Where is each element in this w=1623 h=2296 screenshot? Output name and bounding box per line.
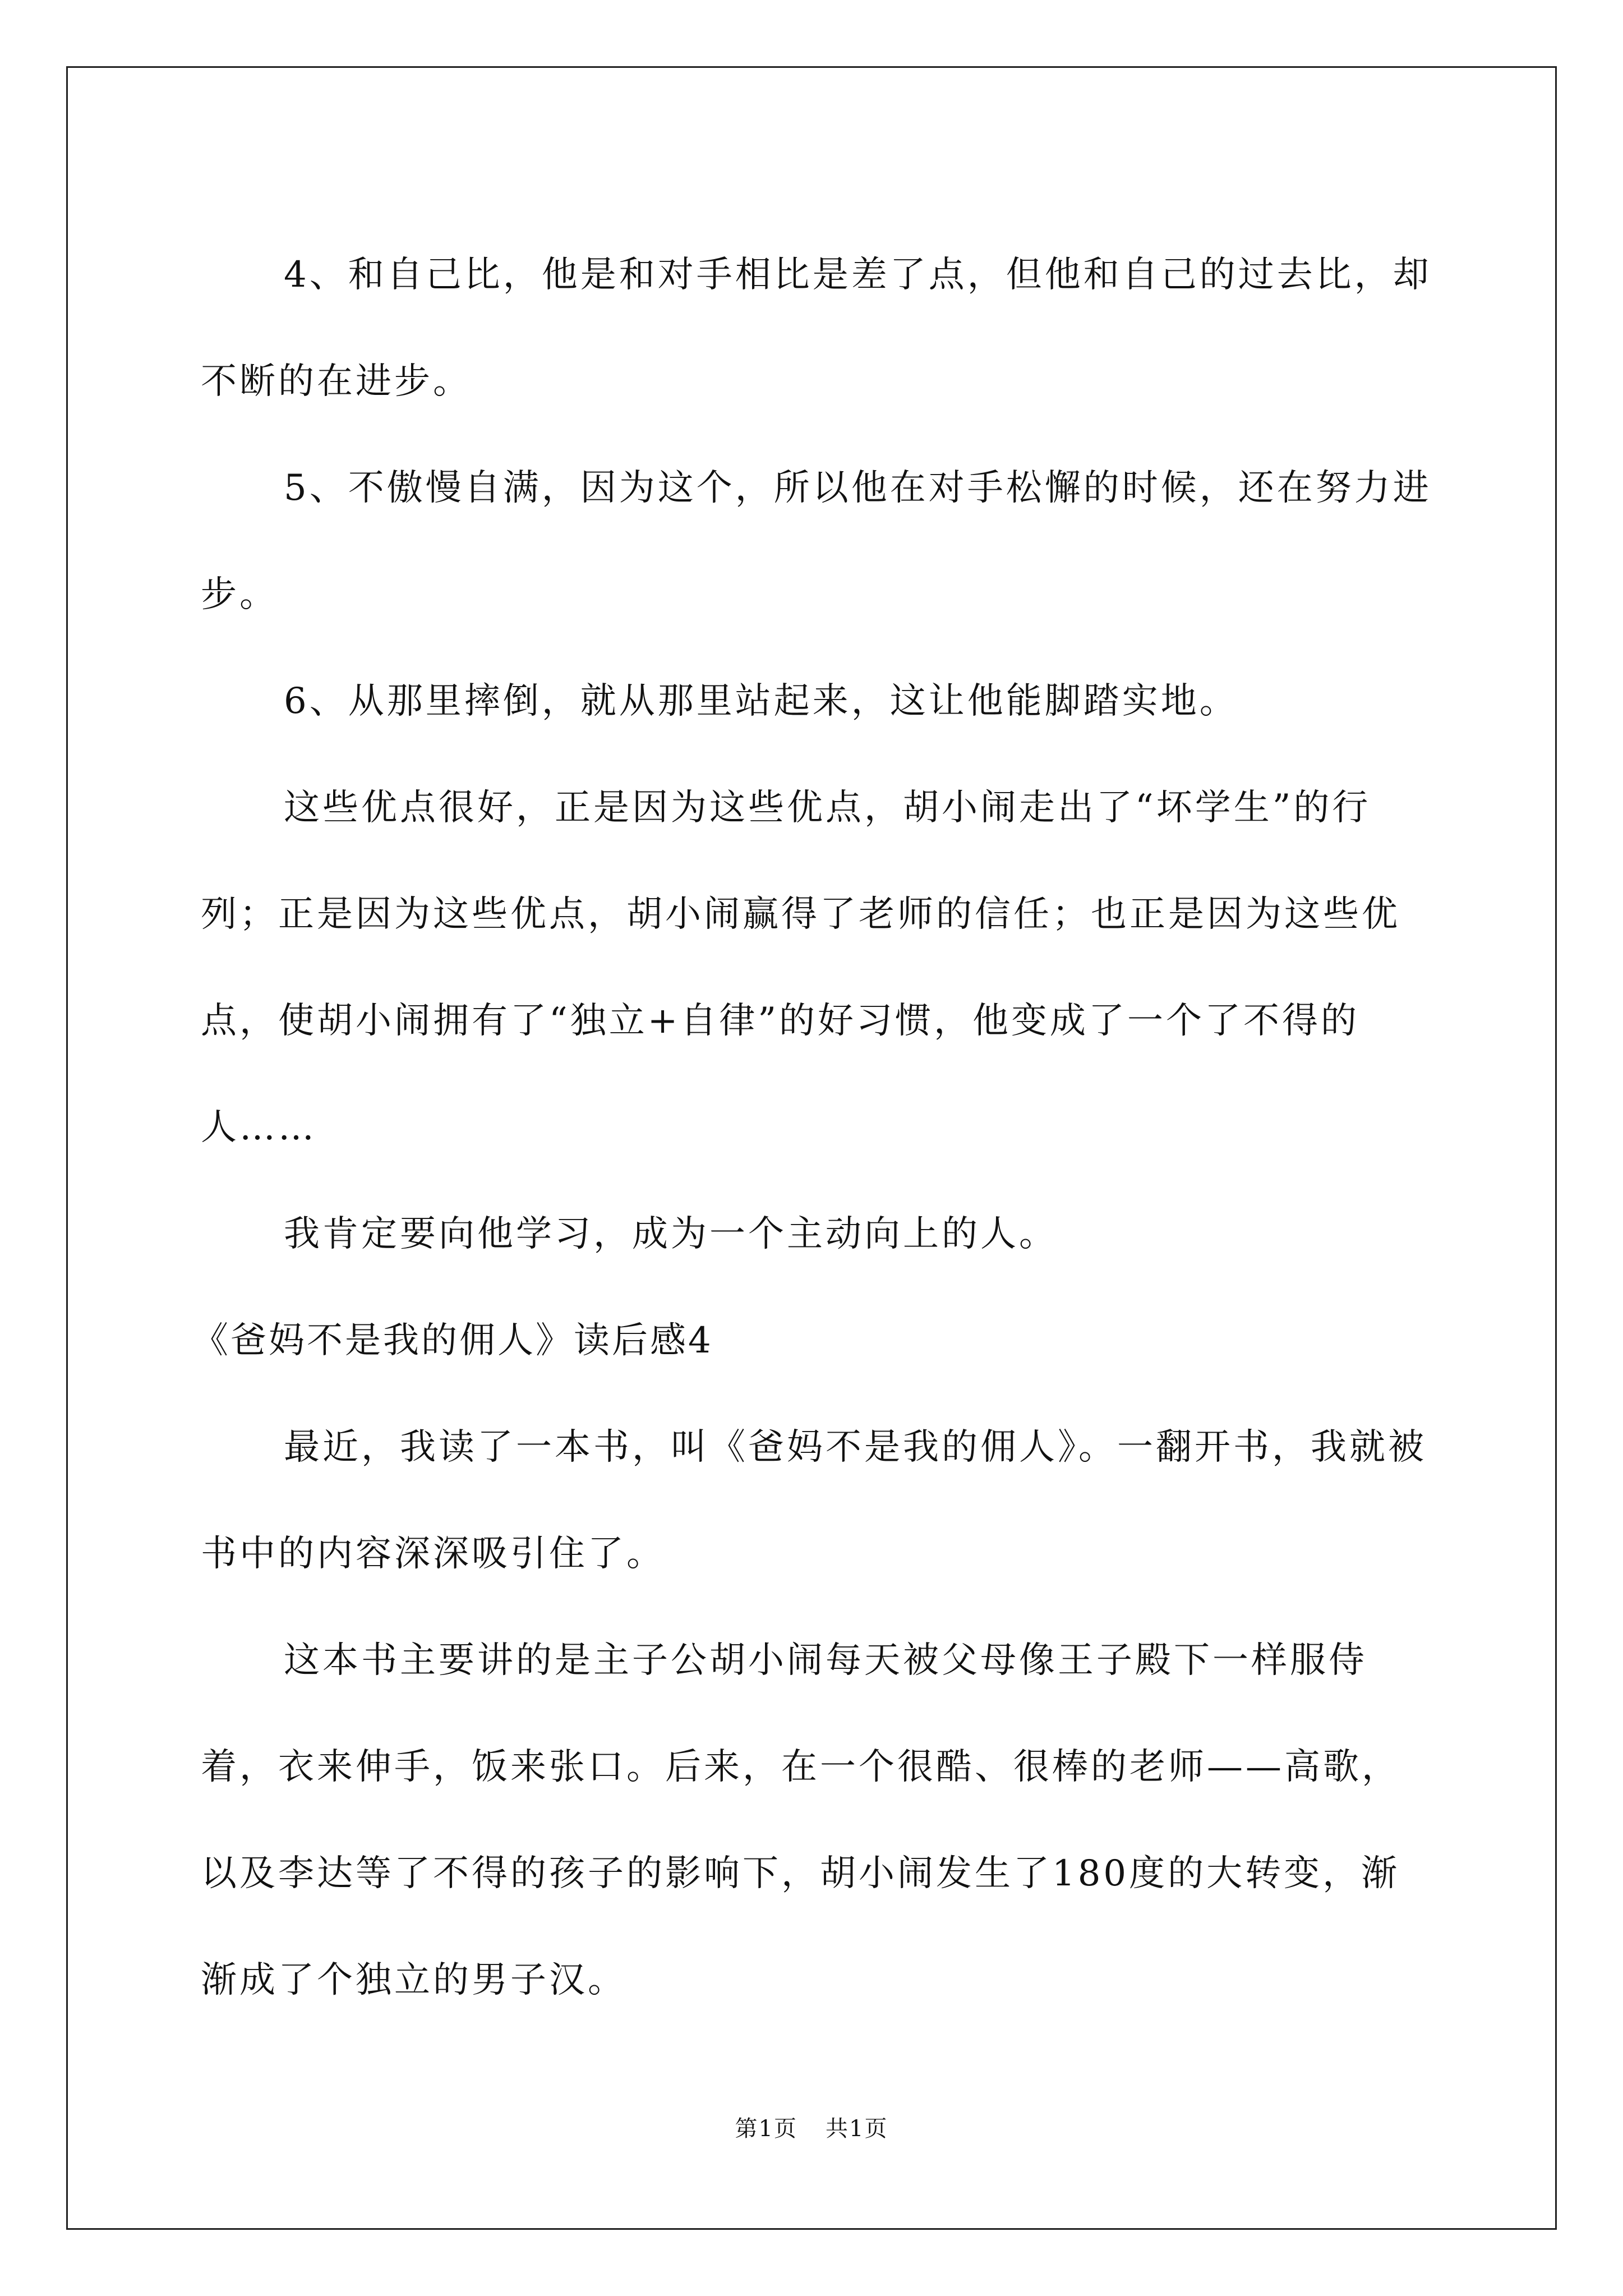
paragraph-point-6: 6、从那里摔倒，就从那里站起来，这让他能脚踏实地。 xyxy=(284,680,1238,722)
page-number: 第1页 xyxy=(735,2116,797,2142)
page-footer xyxy=(0,2115,1623,2143)
paragraph-conclusion: 我肯定要向他学习，成为一个主动向上的人。 xyxy=(284,1213,1058,1255)
paragraph-intro: 最近，我读了一本书，叫《爸妈不是我的佣人》。一翻开书，我就被书中的内容深深吸引住了。 xyxy=(201,1427,1427,1575)
section-title: 《爸妈不是我的佣人》读后感4 xyxy=(192,1320,713,1361)
page-total: 共1页 xyxy=(826,2116,888,2142)
paragraph-plot: 这本书主要讲的是主子公胡小闹每天被父母像王子殿下一样服侍着，衣来伸手，饭来张口。后来，在一个很酷、很棒的老师——高歌，以及李达等了不得的孩子的影响下，胡小闹发生了180度的大转变，渐渐成了个独立的男子汉。 xyxy=(201,1640,1400,2001)
paragraph-point-5: 5、不傲慢自满，因为这个，所以他在对手松懈的时候，还在努力进步。 xyxy=(201,467,1432,615)
paragraph-summary: 这些优点很好，正是因为这些优点，胡小闹走出了“坏学生”的行列；正是因为这些优点，胡小闹赢得了老师的信任；也正是因为这些优点，使胡小闹拥有了“独立+自律”的好习惯，他变成了一个了不得的人…… xyxy=(201,787,1400,1148)
paragraph-point-4: 4、和自己比，他是和对手相比是差了点，但他和自己的过去比，却不断的在进步。 xyxy=(201,254,1432,402)
document-body xyxy=(192,222,1432,2033)
